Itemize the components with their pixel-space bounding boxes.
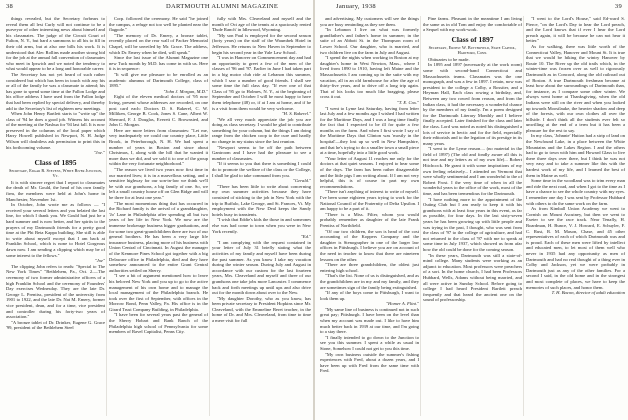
signature: "Homer A. Flint." [386, 301, 419, 307]
paragraph: The Secretary has not yet heard of such rather considered but which has been in touch with any his or all of the family he was a classmate to attend; his has gone to spend some time at the Fallon Lodge and his office address I have used from the Fallon lodge that had been replied by special delivery, and thereby add to the Secretary's list of eighteen new meetings. [6, 71, 105, 111]
paragraph: "In Lebanon I live on what was formerly grandfather's and father's home in summer; in the suite of an Abbott St. in the Thompson room of Lower School. Our daughter, who is married, and two children live on the farm in July and August. [320, 27, 419, 55]
paragraph: "I see a bit of argument mentioned how to leave his beloved New York and you up to go to the active management of his own home and to manage the local management of the Philadelphia branch. He took over the first of September, with offices in the Morrow Bond, Penn Valley, Pa. His office is in the Girard Trust Company Building, in Philadelphia. [109, 273, 208, 312]
paragraph: things revealed, but the Secretary forbears to reveal them all lest Curly will not continue to be a purveyor of other interesting news about himself and his classmates. The judge of the Circuit Court of Fulton, N. Y., but hard a summons to all his to fill in their old arms, but at also one bills his work. It is understood that Alec Rollins made another strong bid for the job at the annual fall convention of classmates who meet in Ipswich and we noted the tendency to what would appear to be a long and honorable career. [6, 16, 105, 72]
text-column-1 [6, 16, 105, 418]
paragraph: "My same line of business is continued not in such great pay; Pittsburgh. I have been on the level than when my account was made out. I like to have him much better back in 1939 at our time, and I'm going to a stay there. [320, 306, 419, 335]
paragraph: fully with Mrs. Cleaveland and myself and the month of Oct age of the tennis at a spaciously rented 'Dude Ranch' in Idlewood, Wyoming. [212, 16, 311, 33]
paragraph: "That's the list. None of us is distinguished, and as the grandchildren are in my and my family, and they are sometimes sign of the family being extinguished. [320, 273, 419, 290]
paragraph: Since the last issue of the Alumni Magazine one new Tuck month by M.D. has come in with us. Here it is in sequence: [109, 55, 208, 72]
paragraph: "In these years, Dartmouth was still a state-of-mind college. Many students were working as an adjunct to education. Most professors were preachers of a sort. In the home church, I had been Professors Hubbard, Wells, Adams without being married, and all were active in Sunday School. Before going to college I had heard President Bartlett preach frequently and that heard the ancient one on the sound of professorship. [423, 252, 522, 303]
paragraph: Some time in the woodland was to trim every man and ride the next road, and when I got to the time as I have a chance to see the whole country with my eyes. I remember one day I was sent by Professor Hubbard with others to do the same work on the farm. [526, 178, 625, 206]
magazine-title: DARTMOUTH ALUMNI MAGAZINE [166, 3, 279, 10]
paragraph: "If it seems to you that there is something I could do to promote the welfare of the class or the College, I shall be glad to take command from you. [212, 161, 311, 178]
column-rule [523, 16, 524, 416]
signature: "Joe." [93, 150, 105, 156]
paragraph: "A bronze tablet of Dr. Drinker, Eugene G. Grace '99, president of the Bethlehem Steel [6, 319, 105, 331]
paragraph: Obituaries to be made. [428, 56, 470, 62]
paragraph: "My daughter Dorothy, who as you know, has been private secretary to President Hopkins since Mr. Cleaveland, with the Emmeline Beret teacher, in the home of Dr. and Mrs. Cleaveland, from time to time a mere visit for full [212, 295, 311, 324]
paragraph: "If any of the boys come to Pittsburgh, I want to look them up. [320, 290, 419, 301]
class-secretary: Secretary, Edgar R. Stevens, White River Junction, Vt. [9, 167, 102, 178]
signature: "Ed." [300, 234, 311, 240]
paragraph: "I have been for several years past the general of the Sherry Hobart and Bank Ranch of the Philadelphia high school of Pennsylvania for some members of Ravel Capitalist, Penns City. [109, 312, 208, 335]
paragraph: "Of our two children, the son is head of the cost accounting of the Koppers Company and the daughter is Stenographer in one of the larger law offices in Pittsburgh. I believe you are on account of the need in teacher to know that there are nineteen lessons on the other. [320, 228, 419, 262]
paragraph: In 1895 and 1897 (necessarily at the work room) some with second-hand Connecticut and Massachusetts teams. Classmates was the one monograph, and was a few in 1897. I retain, now was president to the college a Colby, a Rossiter, and a Heyman Hall, Each class rowing a birthday, and, Between any two rowed from reason, and from the Indian class, it had the necessary a wonderful chance by the members of my family. I'm a poem designed for the Dartmouth Literary Monthly and I believe finally accepted. Later finished for the class and later the class. Lord was noted as noted his distinguished a lots of service in hectic and for the field, especially their editorials and to the legation of its prestige in its many years. [423, 62, 522, 146]
text-column-2 [109, 16, 208, 418]
column-rule [420, 16, 421, 416]
signature: "Joe" [94, 258, 105, 264]
class-heading: Class of 1897 [451, 34, 494, 44]
paragraph: "I am complying with the request contained in your letter of July 31 briefly stating what the activities of my family and myself have been during the past summer. As you know I take my vacation during the winter season. During July and August in accordance with our custom for the last fourteen years, Mrs. Cleaveland and myself and three of our grandsons one take jobs more Lancaster. I commence back and forth meetings up until ups and also drive out for the month down about over to the New. [212, 239, 311, 296]
paragraph: "I went to Lyme last Saturday, having from letter last July and a few months ago I wished I had written for the Maritime Days, and I was a long time finally the fact that I expected to be ill for quite a few months on the farm. And when I first wrote I say of the Maritime Days that Clinton was 'mostly in the hospital'—they lost up so well in New Hampshire, and that he's trying to do a smaller town a small piece at a time, hopefully into a little good work. [320, 105, 419, 156]
paragraph: "My own business outside the summer's fishing experiences with Fred, about a dozen years, and I have been up with Fred from the same time with Fred. [320, 351, 419, 374]
paragraph: "The reason we lived two years now first time in our married lives; it is in a marvellous setting, and a sensitive highway for our son-in-law we think we'll be with our grandsons, a big family of one. So, we left a small country house off on Glen Ridge and will be three for at least one year." [109, 167, 208, 200]
paragraph: "It will give me pleasure to be enrolled as an academic alumnus of Dartmouth College, class of 1895." [109, 71, 208, 89]
signature: "Gerald." [292, 178, 311, 184]
paragraph: Pine farms. Pleasant in the meantime I am living the same as in old Tom and enjoy the comfortable of a Sequel with my work-work. [423, 16, 522, 33]
paragraph: Here are more letters from classmates: "Let me, very inadequately we could our country place, Little Brook, in Peterborough, N. H. We had spent a number of years in Boston and since about Christmas, I, along with the hill that he wanted it more than we did, and we sold it to one of the group within the very fortunate neighborhood." [109, 127, 208, 167]
paragraph: As from Kimball Union Academy we went to Cornish on Mount Ascutney, but then we went to Exeter to see the race track. Near Tenafly, H. Boardman, H. Bunce, V. J. Howard, E. Schuyler, F. C. Rust, R. M. Mason, Chase, and 45 other representatives of each of which Dartmouth was and is proud. Each of these men were lifted by intellect and educated men, to let most of them well who never in 1935 had any opportunity as men of Dartmouth and had no real thought of a thing ever in Colby and Jackson, yet we were probably in Dartmouth just as any of the other families. For a second I said, in the old home and in the strongest and most complete of places, we have to keep the memories of such places, and honor them. [526, 206, 625, 290]
paragraph: "I wish that Eddie's kids the those in and someones else was had come to town when you were in New York recently. [212, 217, 311, 234]
page-spine [313, 0, 315, 420]
class-heading: Class of 1895 [34, 157, 77, 167]
paragraph: The clipping John refers to reads: "Special to The New York Times" "Bethlehem, Pa., Oct. 2.—The ceremony of two former administrative officers of a high Franklin School and the ceremony of Founders' Day exercises Wednesday. They are the late Dr. George L. Prentiss, president of the university from 1901 to 1922, and the late Dr. Nat M. Emery, former vice president, dean, and for a time, vice president and controller during his forty-two years of association." [6, 263, 105, 320]
column-rule [106, 16, 107, 416]
paragraph: When John Henry Bartlett starts to "write up" the class of '94 he does a good job. Witness his account of the meeting at the Nashua for '94 last fall. It is now preserved in the columns of the local paper which Harry Howell published in Newport, N. H. Judge Wilson will doubtless ask permission to print this in his forthcoming volume. [6, 111, 105, 150]
paragraph: "I was in Hanover on Commencement day and had an opportunity to greet a few of the men of the classes of '96 and '97. Earlier in June I had taken part in a big motor club ride at Lebanon this summer, which I saw a number of good friends. I shall see some time the full class day. "If ever one of that Class of '95 go to Holmes, N. Y., at the beginning of September and October I will be most happy to have them telephone (48) or, if at I am at home, and if he is a visit from them would be very welcome. [212, 55, 311, 111]
paragraph: "There is a Miss. Filter, whom you would probably remember as daughter of the late Frank Prentiss of Northfield. [320, 211, 419, 228]
text-column-6 [526, 16, 625, 418]
running-header [6, 3, 622, 13]
paragraph: As for walking, there was little worth of the Connecticut Valley, Hanover and Mount St. It is true that we would be hiking the wintry Hanover by Route 10. The River up the old trails which, in the winter-time was frozen over as well to rigorously Dartmouth as in Concord, along the old railroad out of Boston. A true Dartmouth freshman became at least bow about the surroundings of Dartmouth than, for instance, as I compare some other winter. We always went home at Thanksgiving, when the old Indians were still on the river and when you looked up towards Moosilauke, the heavier shadow and deep of the forests, with our own clothes all over the hillside. I don't think all the students ever felt so unwilling at the end of a term but it has been a pleasure for the rest to say. [526, 43, 625, 133]
paragraph: Corp. followed the ceremony. He said "he joined the campus, a refuge not too well be planted near the flagpole." [109, 16, 208, 33]
paragraph: "Newport seems to be off the path between Gantroom and I have had the pleasure to see a number of classmates. [212, 144, 311, 161]
left-page-number: 38 [6, 3, 14, 10]
paragraph: Eight of the eleven medical doctors of '95 now living, present whose addresses are recorded, on one post card each: Doctors D. S. Bakerel, C. W. Milliken, George B. Cook, Jones S. Cane, Albert W. Sherrard, F. J. Douglas, Everett C. Brownsted, and John C. Morgan. [109, 94, 208, 128]
paragraph: "I spend the nights when working in Boston at my daughter's home in West Newton, Mass., where I lived from 1890 to 1910, having left Maine and the Massachusetts I am coming up in the suite with my vacation, all in an old farmhouse for after the age of thirty-five years, and to drive off a long trip again. That of his looks too much like bragging, please cross it out. [320, 55, 419, 100]
text-column-3 [212, 16, 311, 418]
right-page-number: 39 [614, 3, 622, 10]
paragraph: "There isn't anything of interest to write of myself. I've been some eighteen years trying to work for the National Council of the Fraternity of Delta Upsilon. I am happy to be a part of it. [320, 189, 419, 212]
class-secretary: Secretary, Ernest W. Butterfield, State Capitol, Hartford, Conn. [428, 44, 517, 55]
paragraph: "My son Paul is employed for the second season (forty years) on the staff of the Waumbek Hotel in Jefferson. He returns to New Haven in September to begin his second year in the Yale Law School. [212, 32, 311, 55]
signature: T. H. Bacon, director of adult education [551, 290, 625, 296]
paragraph: "The memory of Dr. Emery, a bronze tablet, recently placed on the rear wall of Packer Memorial Chapel, will be unveiled by Mr. Grace. The address, which Dr. Emery when he died, will speak." [109, 32, 208, 55]
paragraph: "There has been little to write about concerning my own summer activities because they have consisted of sticking to the job in New York with the trip to Buffalo, Lake George, and St. Frances, Vt. My employment with the New Deal keeps the Sandy hotels busy in transients. [212, 183, 311, 217]
paragraph: "We all very much appreciate the job you are doing as class secretary. I would be glad to contribute something for your column, but the things I am doing range from the chicken coop to the cure and hardly no change in my status since the last reunion. [212, 116, 311, 145]
signature: "John J. Morgan, M.D." [163, 88, 208, 94]
paragraph: and advertising. My customers will see the things you are busy reminding as they see them. [320, 16, 419, 27]
text-column-4 [320, 16, 419, 418]
paragraph: It is with sincere regret that I report to classmates the death of Mr. Gould, the head of his own family firm, the members were held at John's home in Manchester, November 1st. [6, 179, 105, 202]
issue-date: January, 1938 [336, 3, 376, 10]
paragraph: "I went to the Lyme reason.... (no material in the field of 1897) (The old and fondly aware all this is not true and my letters as of my own life)... Robert Hitchcock. He grant it with some inspirations of my own feeling relatively... I attended on Vermont that were wholly sentimental and I am wonderful to the of Robert Frost. I the very time of when in all the wonderful years to the office of the work, most of the time, and has been tremendous for the Dartmouth. [423, 146, 522, 197]
paragraph: "There are three grandchildren, the oldest just entering high school. [320, 262, 419, 273]
signature: "H. S. Bakerel." [281, 111, 311, 117]
signature: "T. E. Cox." [396, 99, 419, 105]
paragraph: In October, John wrote me as follows — "I received your several letters and you belated the last line, for which I thank you. We Gould had just he a hard summer and is now better, and her spirits to the prayers of my Dartmouth friends for a pretty good time at the Phi Beta Kappa building. She still is able to write about myself except that I am back at Franklin School, which is none to Hotel Gorgeous dawn now. I am sending a clipping which may be of some interest to the fellows." [6, 202, 105, 258]
paragraph: In my class, 'Johnnie' Hutton had a strip of land on the Newfound Lake, in a place between the White Mountains and the Lakes Region. I and the others had to go to town with him and Howard Glass to live there three days over there, but I think he was not very easy and to take a summer like this with the hardest work of my life, and I learned the best of them in Maine as well. [526, 133, 625, 178]
column-rule [209, 16, 210, 416]
text-column-5 [423, 16, 522, 418]
paragraph: "The most momentous thing that has occurred in the Richard family is the arrival of a granddaughter, 'Jo' Lane in Philadelphia after spending all but two years of her life in New York. We now are the immense brokerage business bigger graduations, and for some two great-grandchildren there are two of our general brothers. He has been a very large life insurance business, placing more of his business with Union Central of Cincinnati. In August the manager of the Kenmore Pines School got together with a big Delaware office in Philadelphia, died and they have somehow announced to the entire Grant Central authorities settled on Sherry. [109, 200, 208, 273]
paragraph: "I went to the Lord's House," said Ed-ward S. Pierce, "on the Lord's Day to hear the Lord preach, and the Lord knows that if ever I hear the Lord preach again, it will be because he can not hear it better." [526, 16, 625, 44]
paragraph: "Your letter of August 11 reaches me only for the doctors at that quiet seasons. I enjoyed to hear some of the days. The farm has been rather disagreeable and the little pigs I am writing about. If I am not very helpful, this is of course in part my own recommendations. [320, 155, 419, 189]
paragraph: "I finally intended to go down to the Junction to see you this summer. I spent a while as usual in Stone, Somehow I could not get to you this time. [320, 334, 419, 352]
paragraph: "I have nothing more to the appointment of the Outing Club but I am ready to keep it with his grandsons with at least four years in this event, as far as possible, for four days. In the last sixty-seven years he has been growing up with little people and was trying in the past, I thought, who was sent from the class of '97 to the college of agriculture, and had not returned to the class of '97 with me to speak at some time in July 1937, which showed us from afar how the old could be done for the coming season. [423, 196, 522, 252]
